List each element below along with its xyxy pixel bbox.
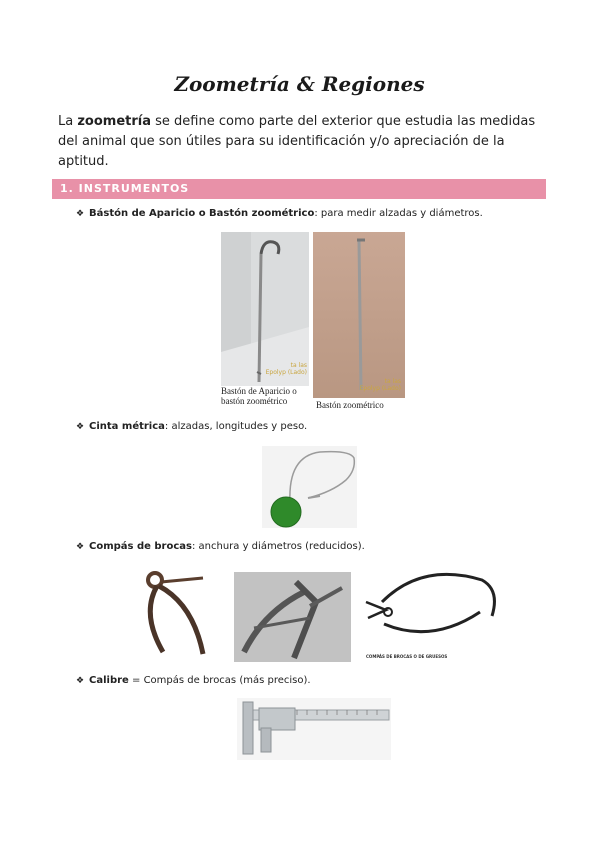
cinta-photo — [262, 446, 357, 528]
bullet-desc: = Compás de brocas (más preciso). — [128, 675, 311, 686]
bullet-calibre — [76, 675, 311, 686]
bullet-baston — [76, 208, 483, 219]
section-title: 1. INSTRUMENTOS — [60, 182, 190, 195]
bullet-term: Compás de brocas — [89, 541, 192, 552]
compas-drawing — [352, 566, 502, 664]
baston-caption-line-1: Bastón de Aparicio o — [221, 386, 297, 396]
bullet-desc: : anchura y diámetros (reducidos). — [191, 541, 365, 552]
compas-photo-2 — [234, 572, 351, 662]
calipers-illustration-1 — [133, 564, 231, 662]
diamond-bullet-icon: ❖ — [76, 542, 85, 552]
watermark-text-2: ta las Epolyp (Lado) — [359, 378, 401, 392]
bullet-term: Calibre — [89, 675, 129, 686]
tape-measure-illustration — [262, 446, 357, 528]
bullet-term: Bástón de Aparicio o Bastón zoométrico — [89, 208, 315, 219]
baston-illustration-2 — [313, 232, 405, 398]
baston-photo-side — [221, 232, 309, 386]
compas-drawing-caption: COMPÁS DE BROCAS O DE GRUESOS — [366, 654, 448, 659]
calibre-photo — [237, 698, 391, 760]
bullet-desc: : para medir alzadas y diámetros. — [314, 208, 483, 219]
bullet-compas — [76, 541, 365, 552]
diamond-bullet-icon: ❖ — [76, 676, 85, 686]
diamond-bullet-icon: ❖ — [76, 209, 85, 219]
baston-caption-1 — [221, 386, 297, 406]
intro-prefix: La — [58, 114, 78, 129]
page-title: Zoometría & Regiones — [174, 72, 425, 96]
bullet-cinta — [76, 421, 307, 432]
vernier-caliper-illustration — [237, 698, 391, 760]
baston-caption-2: Bastón zoométrico — [316, 400, 384, 410]
diamond-bullet-icon: ❖ — [76, 422, 85, 432]
intro-paragraph — [58, 112, 548, 172]
intro-term: zoometría — [77, 114, 151, 129]
calipers-line-drawing — [352, 566, 502, 664]
baston-caption-line-2: bastón zoométrico — [221, 396, 288, 406]
watermark-text: ta las Epolyp (Lado) — [265, 362, 307, 376]
bullet-term: Cinta métrica — [89, 421, 165, 432]
compas-photo-1 — [133, 564, 231, 662]
baston-photo-front — [313, 232, 405, 398]
intro-rest: se define como parte del exterior que estudia las medidas del animal que son útiles para su identificación y/o apreciación de la aptitud. — [58, 114, 536, 169]
section-header-bar — [52, 179, 546, 199]
calipers-illustration-2 — [234, 572, 351, 662]
bullet-desc: : alzadas, longitudes y peso. — [164, 421, 308, 432]
